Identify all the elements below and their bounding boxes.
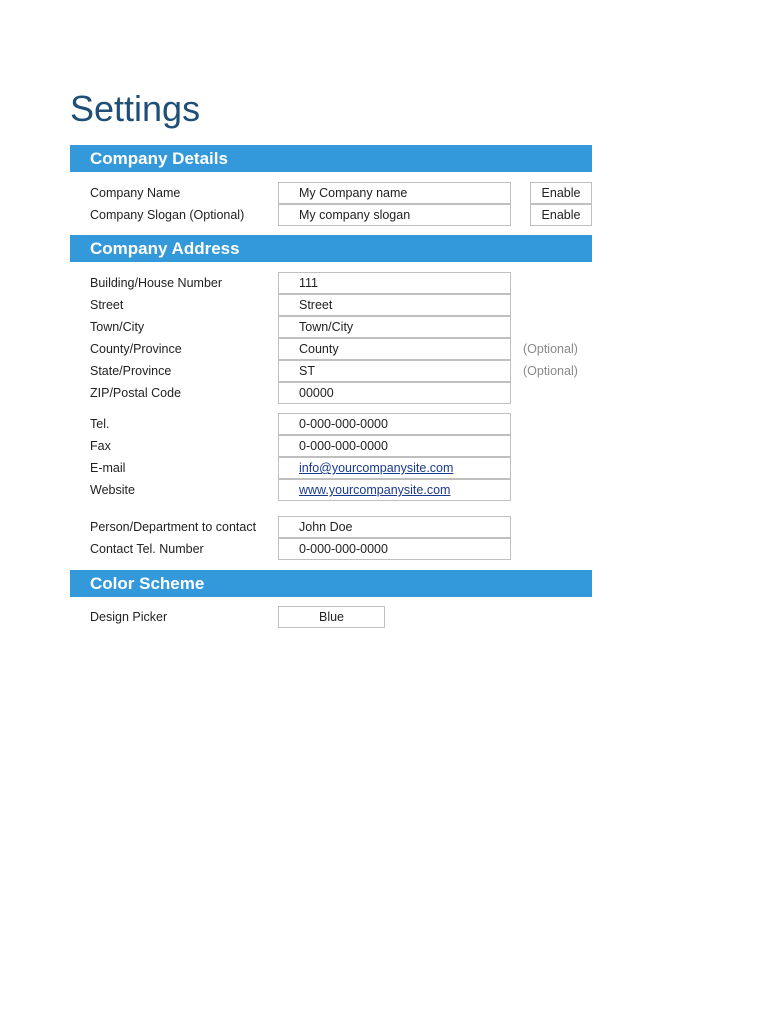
zip-postal-field[interactable]: 00000 [278,382,511,404]
county-province-field[interactable]: County [278,338,511,360]
website-field[interactable] [278,479,511,501]
fax-field[interactable]: 0-000-000-0000 [278,435,511,457]
tel-field[interactable]: 0-000-000-0000 [278,413,511,435]
company-slogan-enable-toggle[interactable]: Enable [530,204,592,226]
page-title: Settings [70,88,201,129]
email-label: E-mail [90,461,126,475]
tel-label: Tel. [90,417,110,431]
state-optional-note: (Optional) [523,364,578,378]
contact-tel-field[interactable]: 0-000-000-0000 [278,538,511,560]
company-slogan-label: Company Slogan (Optional) [90,208,245,222]
town-city-field[interactable]: Town/City [278,316,511,338]
email-field[interactable] [278,457,511,479]
company-details-header: Company Details [70,145,592,172]
company-slogan-field[interactable]: My company slogan [278,204,511,226]
county-optional-note: (Optional) [523,342,578,356]
building-number-field[interactable]: 111 [278,272,511,294]
town-city-label: Town/City [90,320,145,334]
company-name-field[interactable]: My Company name [278,182,511,204]
contact-person-field[interactable]: John Doe [278,516,511,538]
county-province-label: County/Province [90,342,182,356]
color-scheme-header: Color Scheme [70,570,592,597]
zip-postal-label: ZIP/Postal Code [90,386,182,400]
state-province-label: State/Province [90,364,172,378]
company-name-enable-toggle[interactable]: Enable [530,182,592,204]
company-address-header: Company Address [70,235,592,262]
website-link[interactable]: www.yourcompanysite.com [299,483,451,497]
state-province-field[interactable]: ST [278,360,511,382]
building-number-label: Building/House Number [90,276,223,290]
contact-tel-label: Contact Tel. Number [90,542,204,556]
fax-label: Fax [90,439,111,453]
website-label: Website [90,483,135,497]
street-label: Street [90,298,124,312]
design-picker-select[interactable]: Blue [278,606,385,628]
contact-person-label: Person/Department to contact [90,520,257,534]
street-field[interactable]: Street [278,294,511,316]
email-link[interactable]: info@yourcompanysite.com [299,461,454,475]
design-picker-label: Design Picker [90,610,168,624]
company-name-label: Company Name [90,186,181,200]
